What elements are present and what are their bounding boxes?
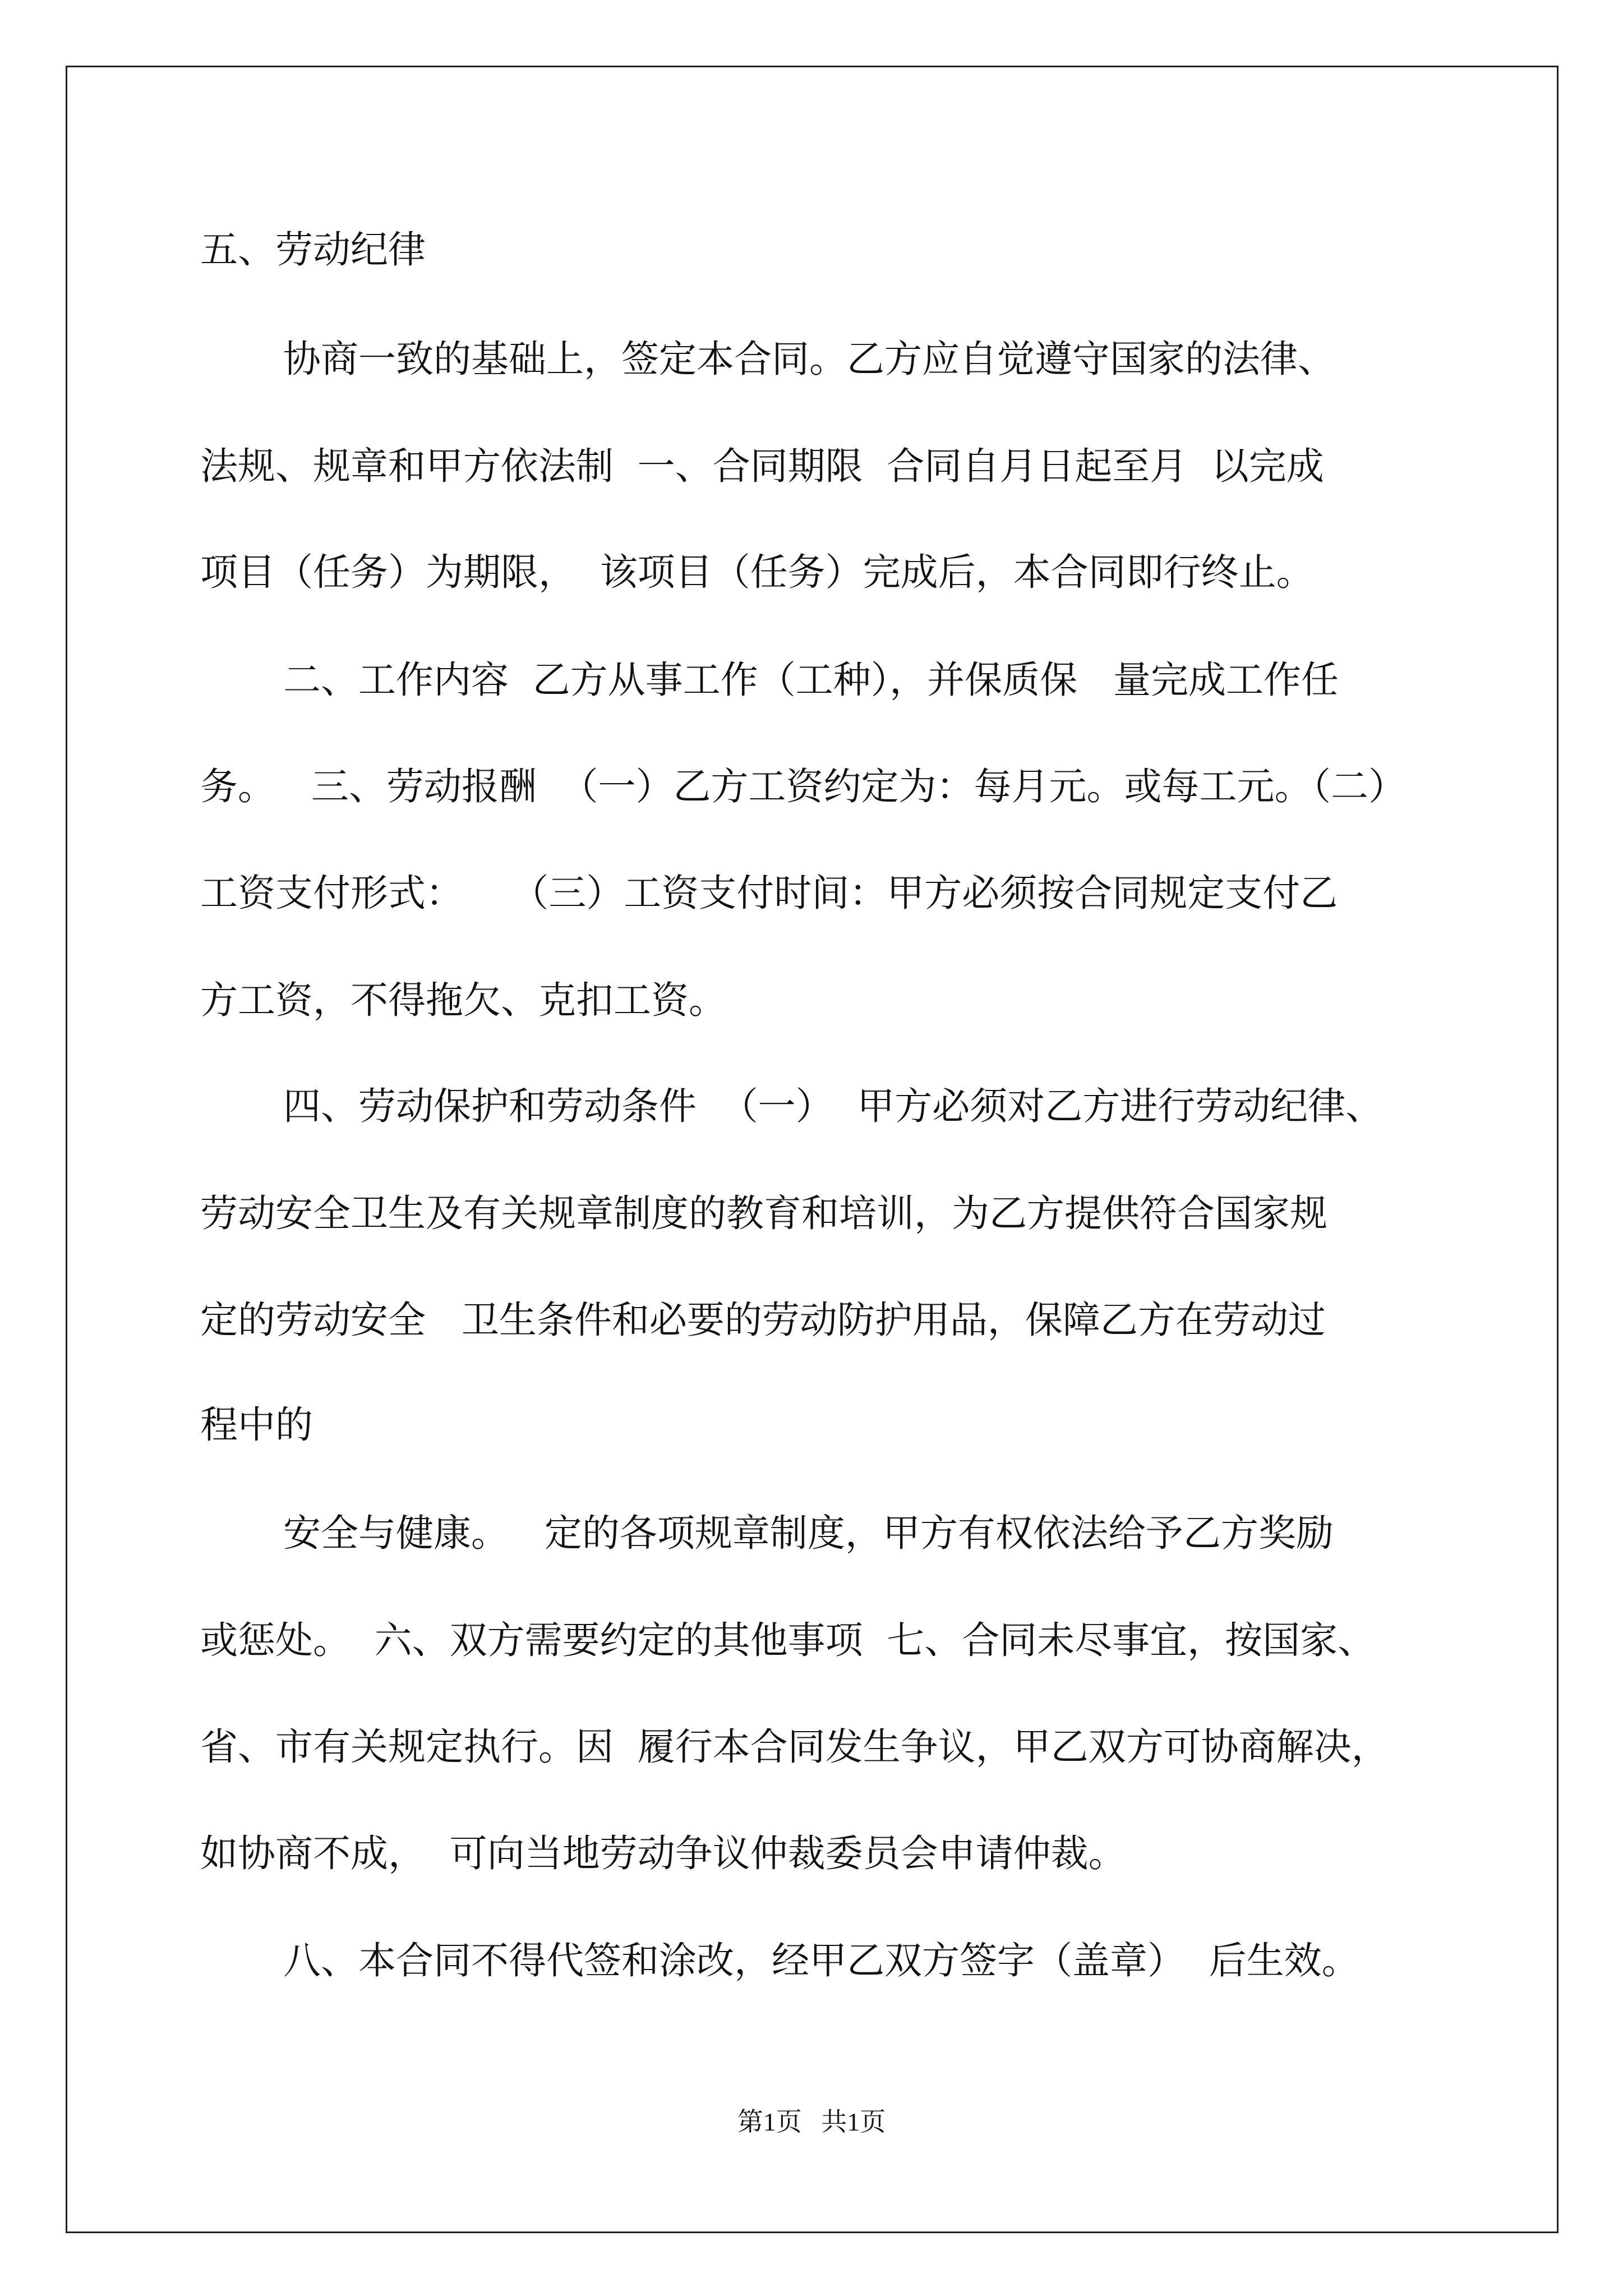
- text-line: 如协商不成， 可向当地劳动争议仲裁委员会申请仲裁。: [200, 1832, 1126, 1875]
- page-border: [66, 66, 1559, 2233]
- text-line: 劳动安全卫生及有关规章制度的教育和培训，为乙方提供符合国家规: [200, 1191, 1327, 1235]
- text-line: 程中的: [200, 1403, 313, 1447]
- text-line: 省、市有关规定执行。因 履行本合同发生争议，甲乙双方可协商解决，: [200, 1725, 1389, 1769]
- text-line: 安全与健康。 定的各项规章制度，甲方有权依法给予乙方奖励: [283, 1511, 1334, 1555]
- text-line: 务。 三、劳动报酬 （一）乙方工资约定为：每月元。或每工元。（二）: [200, 765, 1406, 808]
- text-line: 二、工作内容 乙方从事工作（工种），并保质保 量完成工作任: [283, 658, 1339, 702]
- section-heading: 五、劳动纪律: [200, 228, 426, 272]
- text-line: 协商一致的基础上，签定本合同。乙方应自觉遵守国家的法律、: [283, 337, 1335, 381]
- page-number: 第1页 共1页: [737, 2108, 886, 2136]
- text-line: 工资支付形式： （三）工资支付时间：甲方必须按合同规定支付乙: [200, 871, 1338, 915]
- text-line: 项目（任务）为期限， 该项目（任务）完成后，本合同即行终止。: [200, 550, 1314, 594]
- text-line: 四、劳动保护和劳动条件 （一） 甲方必须对乙方进行劳动纪律、: [283, 1084, 1384, 1128]
- text-line: 法规、规章和甲方依法制 一、合同期限 合同自月日起至月 以完成: [200, 444, 1324, 488]
- text-line: 或惩处。 六、双方需要约定的其他事项 七、合同未尽事宜，按国家、: [200, 1618, 1376, 1662]
- text-line: 定的劳动安全 卫生条件和必要的劳动防护用品，保障乙方在劳动过: [200, 1298, 1326, 1342]
- text-line: 八、本合同不得代签和涂改，经甲乙双方签字（盖章） 后生效。: [283, 1939, 1359, 1982]
- text-line: 方工资，不得拖欠、克扣工资。: [200, 978, 726, 1022]
